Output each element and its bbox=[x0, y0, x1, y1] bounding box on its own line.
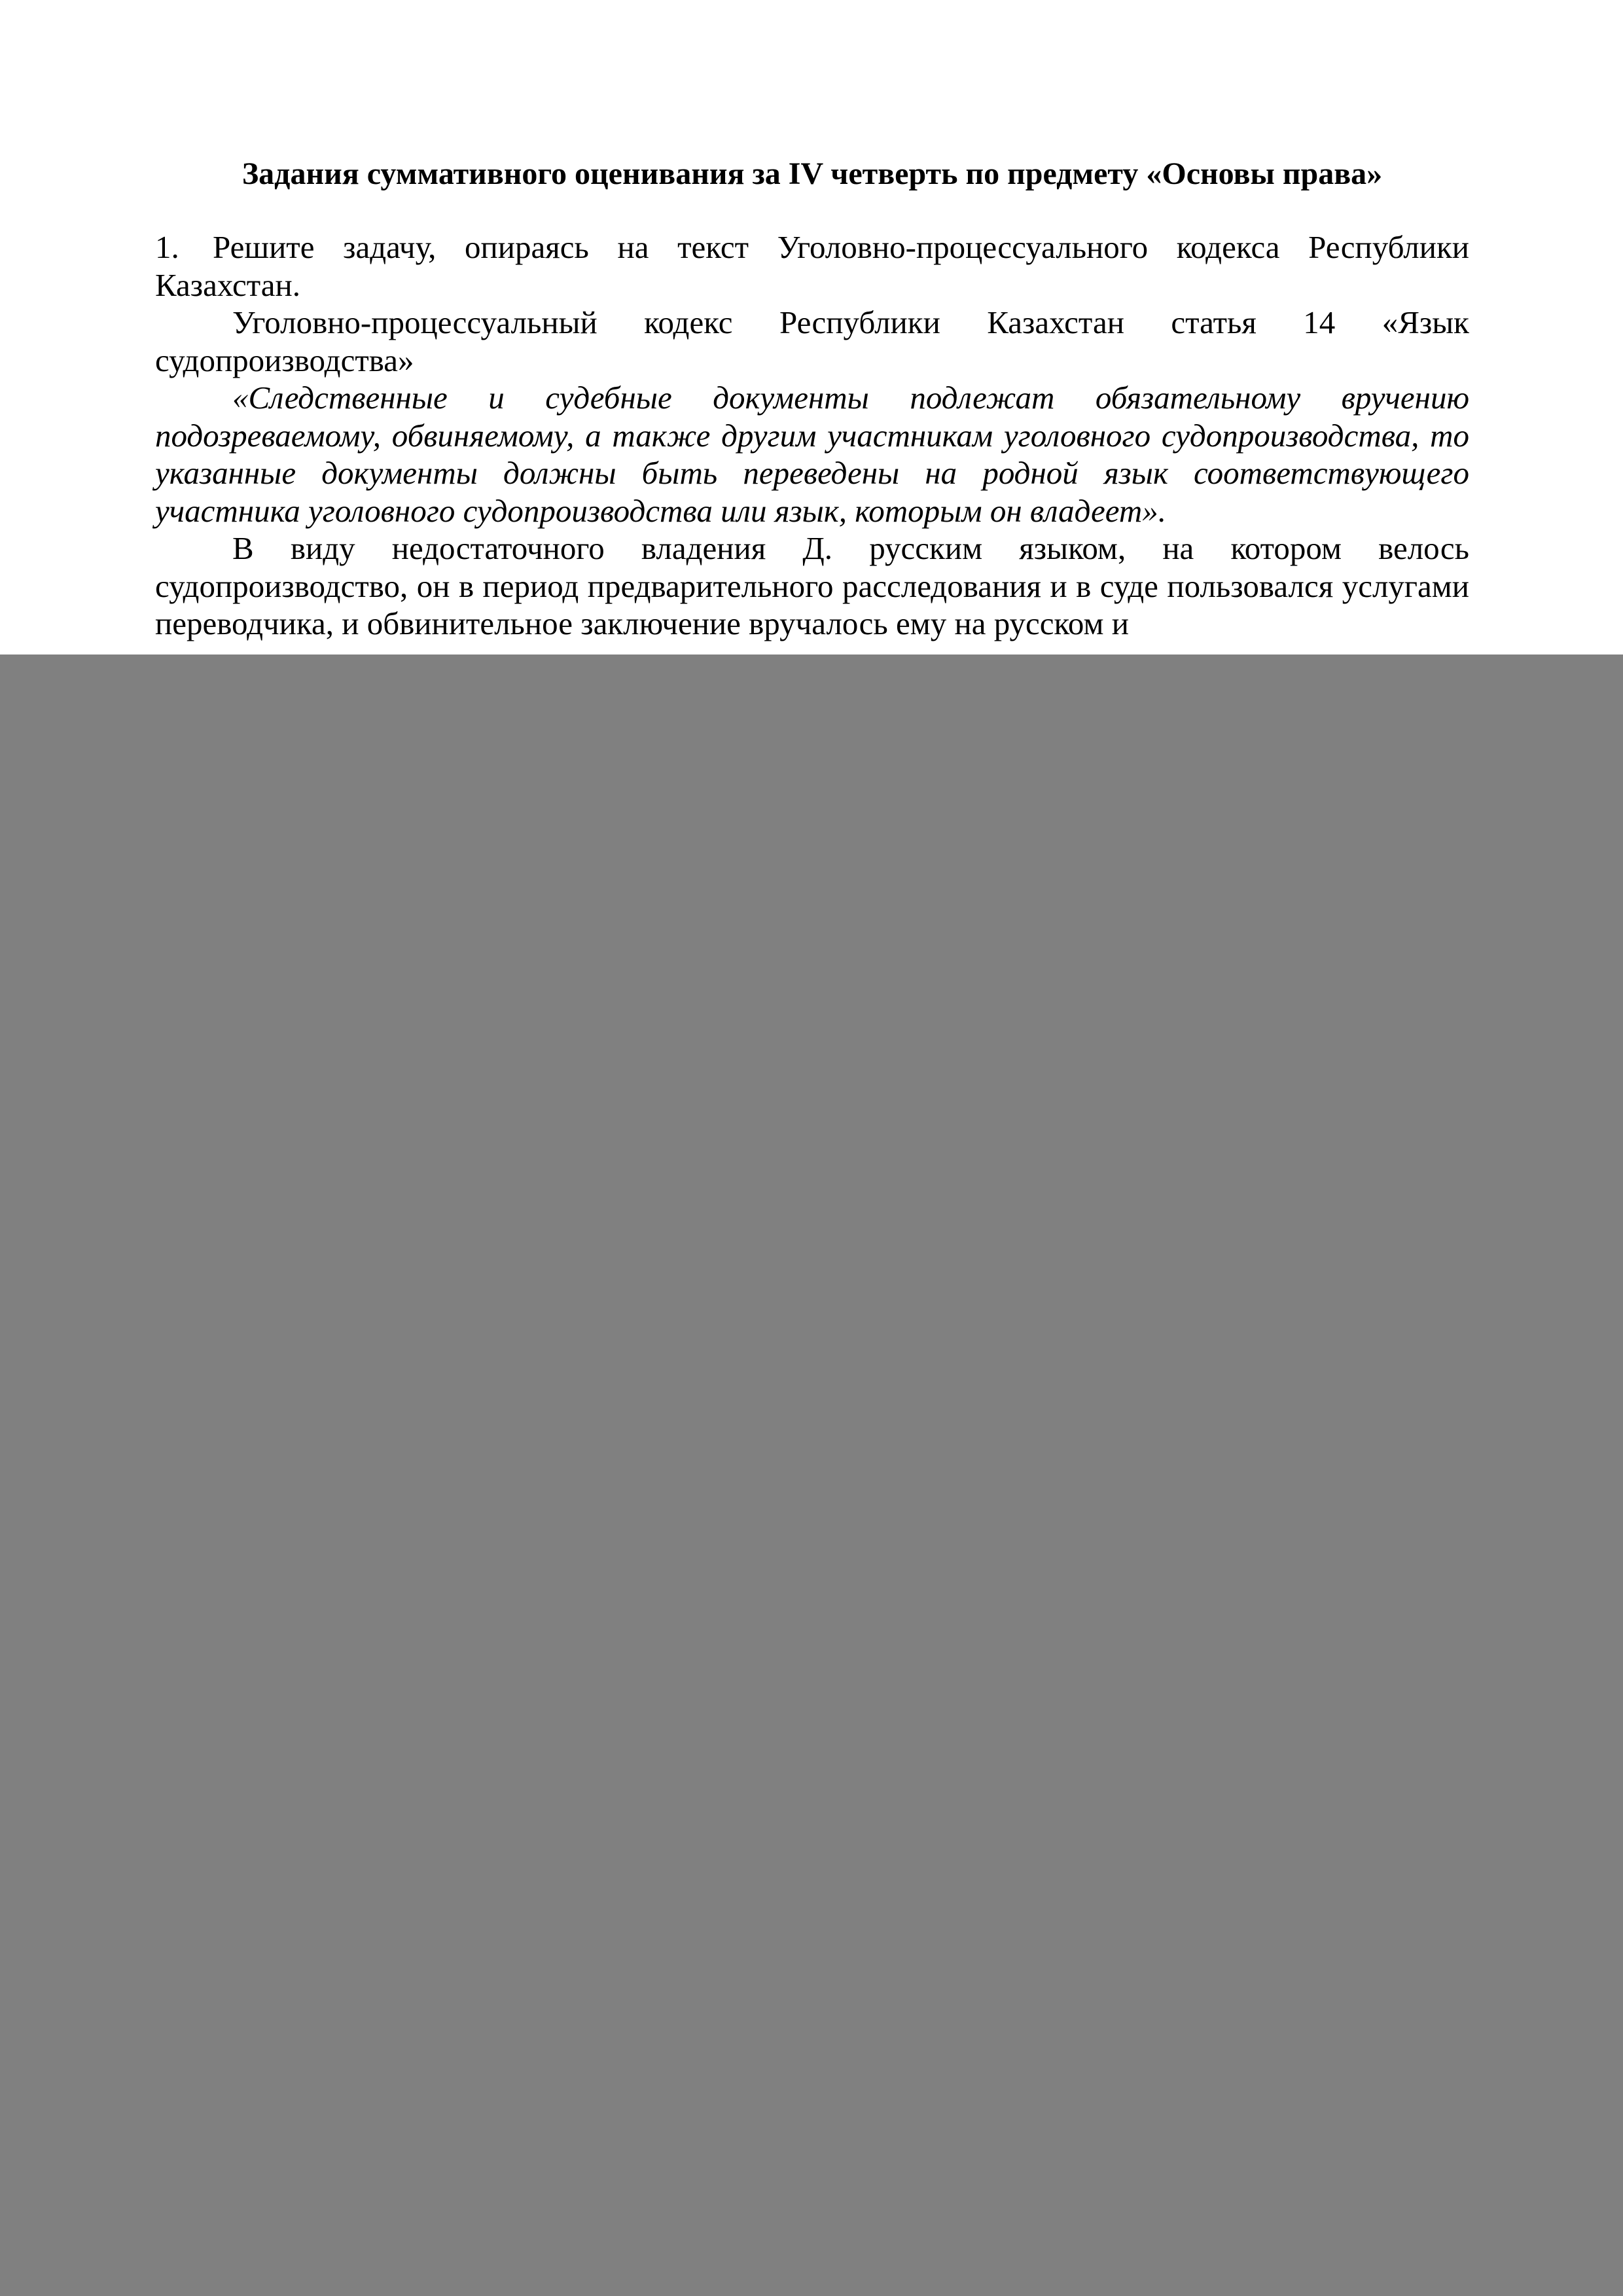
gray-cover-overlay bbox=[0, 655, 1623, 2296]
task-1-instruction bbox=[155, 228, 1469, 304]
task-number: 1. bbox=[155, 229, 179, 265]
document-title: Задания суммативного оценивания за IV четверть по предмету «Основы права» bbox=[241, 156, 1383, 191]
task-instruction-text: Решите задачу, опираясь на текст Уголовно-процессуального кодекса Республики Казахстан. bbox=[155, 229, 1469, 303]
article-quote: «Следственные и судебные документы подлежат обязательному вручению подозреваемому, обвиняемому, а также другим участникам уголовного судопроизводства, то указанные документы должны быть переведены на родной язык соответствующего участника уголовного судопроизводства или язык, которым он владеет». bbox=[155, 380, 1469, 529]
case-description: В виду недостаточного владения Д. русским языком, на котором велось судопроизводство, он в период предварительного расследования и в суде пользовался услугами переводчика, и обвинительное заключение вручалось ему на русском и bbox=[155, 530, 1469, 641]
article-reference: Уголовно-процессуальный кодекс Республики Казахстан статья 14 «Язык судопроизводства» bbox=[155, 304, 1469, 378]
